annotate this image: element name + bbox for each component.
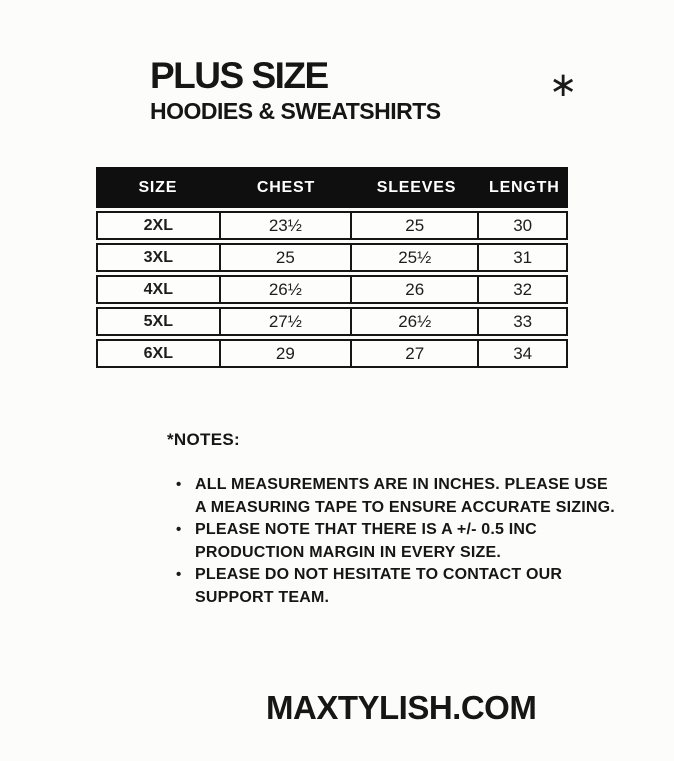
sleeves-cell: 26 <box>352 277 479 302</box>
length-cell: 31 <box>513 247 533 267</box>
chest-cell: 29 <box>221 341 353 366</box>
length-cell: 33 <box>513 311 533 331</box>
table-row-5xl <box>96 307 568 336</box>
asterisk-icon: ∗ <box>549 66 578 104</box>
note-text: ALL MEASUREMENTS ARE IN INCHES. PLEASE USE A MEASURING TAPE TO ENSURE ACCURATE SIZING. <box>195 476 615 516</box>
bullet-icon: • <box>176 566 182 583</box>
chest-cell: 23½ <box>221 213 353 238</box>
list-item <box>167 564 617 609</box>
bullet-icon: • <box>176 476 182 493</box>
notes-section <box>167 430 617 609</box>
chest-cell: 26½ <box>221 277 353 302</box>
sleeves-cell: 25 <box>352 213 479 238</box>
size-table <box>96 167 568 368</box>
table-row-2xl <box>96 211 568 240</box>
page-subtitle: HOODIES & SWEATSHIRTS <box>150 97 441 124</box>
table-row-6xl <box>96 339 568 368</box>
size-table-header-row <box>96 167 568 208</box>
website-url: MAXTYLISH.COM <box>266 689 537 726</box>
bullet-icon: • <box>176 521 182 538</box>
sleeves-cell: 27 <box>352 341 479 366</box>
sleeves-cell: 25½ <box>352 245 479 270</box>
length-cell: 30 <box>513 215 533 235</box>
column-header-size: SIZE <box>138 178 178 196</box>
length-cell: 34 <box>513 343 533 363</box>
table-row-3xl <box>96 243 568 272</box>
column-header-length: LENGTH <box>489 178 560 196</box>
chest-cell: 25 <box>221 245 353 270</box>
table-row-4xl <box>96 275 568 304</box>
notes-heading: *NOTES: <box>167 430 240 449</box>
sleeves-cell: 26½ <box>352 309 479 334</box>
list-item <box>167 519 617 564</box>
column-header-chest: CHEST <box>256 178 316 196</box>
note-text: PLEASE NOTE THAT THERE IS A +/- 0.5 INC PRODUCTION MARGIN IN EVERY SIZE. <box>195 521 537 561</box>
list-item <box>167 474 617 519</box>
chest-cell: 27½ <box>221 309 353 334</box>
length-cell: 32 <box>513 279 533 299</box>
notes-list <box>167 474 617 609</box>
header-block <box>150 55 441 124</box>
size-cell: 6XL <box>98 341 221 366</box>
column-header-sleeves: SLEEVES <box>376 178 457 196</box>
size-cell: 2XL <box>98 213 221 238</box>
size-cell: 3XL <box>98 245 221 270</box>
page-title: PLUS SIZE <box>150 55 328 96</box>
size-cell: 4XL <box>98 277 221 302</box>
note-text: PLEASE DO NOT HESITATE TO CONTACT OUR SUPPORT TEAM. <box>195 566 563 606</box>
size-cell: 5XL <box>98 309 221 334</box>
